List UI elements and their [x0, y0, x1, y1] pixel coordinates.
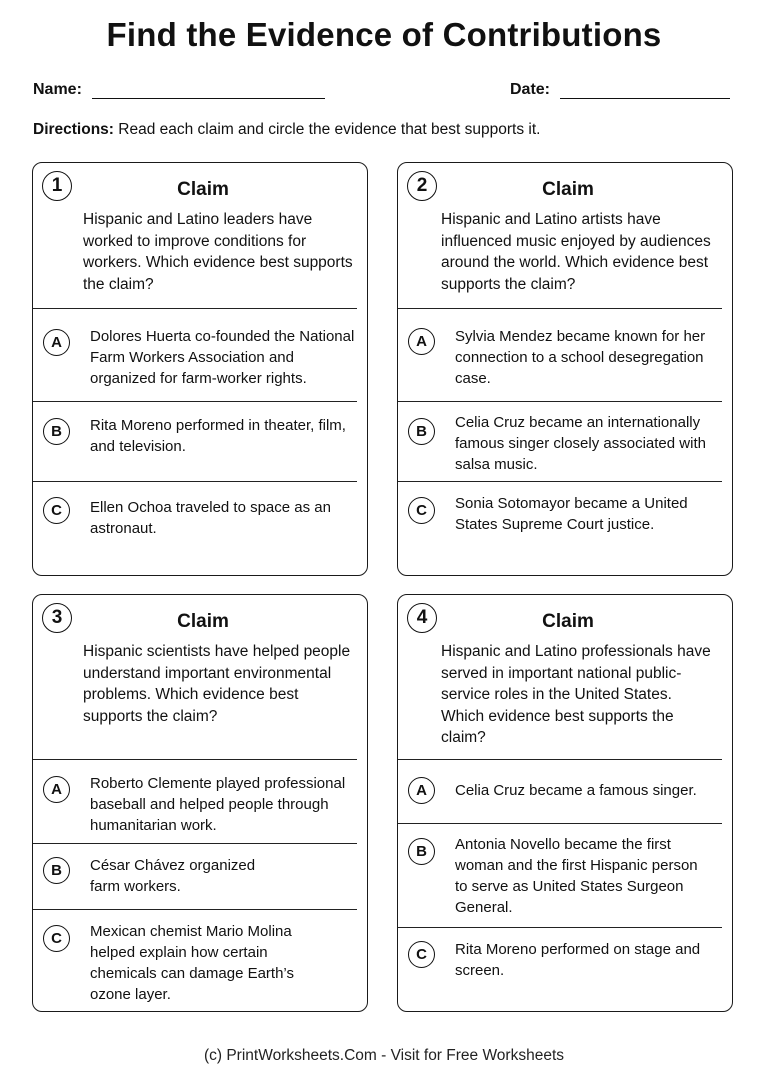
claim-number: 1: [42, 171, 72, 201]
option-text: Roberto Clemente played professional baseball and helped people through humanitarian work.: [90, 775, 346, 834]
option-letter[interactable]: B: [408, 418, 435, 445]
option-letter[interactable]: B: [408, 838, 435, 865]
claim-heading: Claim: [542, 611, 594, 632]
claim-number: 2: [407, 171, 437, 201]
claim-card-1: [32, 162, 368, 576]
divider: [398, 759, 722, 760]
option-text: Sonia Sotomayor became a United States Supreme Court justice.: [455, 495, 688, 533]
claim-card-2: [397, 162, 733, 576]
claim-text: Hispanic and Latino professionals have served in important national public-service roles in the United States. Which evidence best supports the claim?: [441, 643, 711, 746]
option-letter[interactable]: C: [408, 497, 435, 524]
option-text: Dolores Huerta co-founded the National Farm Workers Association and organized for farm-worker rights.: [90, 328, 355, 387]
divider: [398, 823, 722, 824]
option-letter[interactable]: B: [43, 418, 70, 445]
date-field: [510, 81, 730, 99]
claim-number: 4: [407, 603, 437, 633]
option-text: Celia Cruz became a famous singer.: [455, 782, 697, 799]
option-text: César Chávez organized farm workers.: [90, 857, 256, 895]
option-letter[interactable]: C: [43, 497, 70, 524]
option-text: Rita Moreno performed on stage and screen.: [455, 941, 701, 979]
option-text: Mexican chemist Mario Molina helped explain how certain chemicals can damage Earth’s ozone layer.: [90, 923, 294, 1003]
option-text: Rita Moreno performed in theater, film, and television.: [90, 417, 346, 455]
option-letter[interactable]: C: [408, 941, 435, 968]
directions: [33, 121, 540, 139]
option-text: Sylvia Mendez became known for her connection to a school desegregation case.: [455, 328, 706, 387]
divider: [33, 843, 357, 844]
divider: [398, 401, 722, 402]
divider: [398, 308, 722, 309]
option-letter[interactable]: C: [43, 925, 70, 952]
claim-text: Hispanic and Latino artists have influenced music enjoyed by audiences around the world. Which evidence best supports the claim?: [441, 211, 711, 293]
option-text: Celia Cruz became an internationally famous singer closely associated with salsa music.: [455, 414, 706, 473]
directions-label: Directions:: [33, 121, 114, 138]
divider: [398, 927, 722, 928]
claim-text: Hispanic scientists have helped people understand important environmental problems. Which evidence best supports the claim?: [83, 643, 351, 725]
name-label: Name:: [33, 81, 82, 98]
divider: [33, 759, 357, 760]
divider: [33, 481, 357, 482]
option-letter[interactable]: A: [408, 777, 435, 804]
date-label: Date:: [510, 81, 551, 98]
claim-heading: Claim: [177, 611, 229, 632]
claim-heading: Claim: [542, 179, 594, 200]
option-letter[interactable]: A: [43, 329, 70, 356]
claim-card-3: [32, 594, 368, 1012]
claim-heading: Claim: [177, 179, 229, 200]
page-title: Find the Evidence of Contributions: [106, 16, 662, 53]
divider: [33, 308, 357, 309]
option-letter[interactable]: A: [408, 328, 435, 355]
claim-card-4: [397, 594, 733, 1012]
option-text: Ellen Ochoa traveled to space as an astronaut.: [90, 499, 331, 537]
footer: (c) PrintWorksheets.Com - Visit for Free Worksheets: [203, 1047, 565, 1064]
divider: [33, 909, 357, 910]
option-letter[interactable]: B: [43, 857, 70, 884]
claim-text: Hispanic and Latino leaders have worked to improve conditions for workers. Which evidence best supports the claim?: [83, 211, 353, 293]
option-text: Antonia Novello became the first woman and the first Hispanic person to serve as United States Surgeon General.: [455, 836, 698, 916]
claim-number: 3: [42, 603, 72, 633]
name-blank[interactable]: [92, 82, 325, 99]
date-blank[interactable]: [560, 82, 730, 99]
name-field: [33, 81, 325, 99]
divider: [398, 481, 722, 482]
divider: [33, 401, 357, 402]
option-letter[interactable]: A: [43, 776, 70, 803]
directions-text: Read each claim and circle the evidence that best supports it.: [118, 121, 541, 138]
